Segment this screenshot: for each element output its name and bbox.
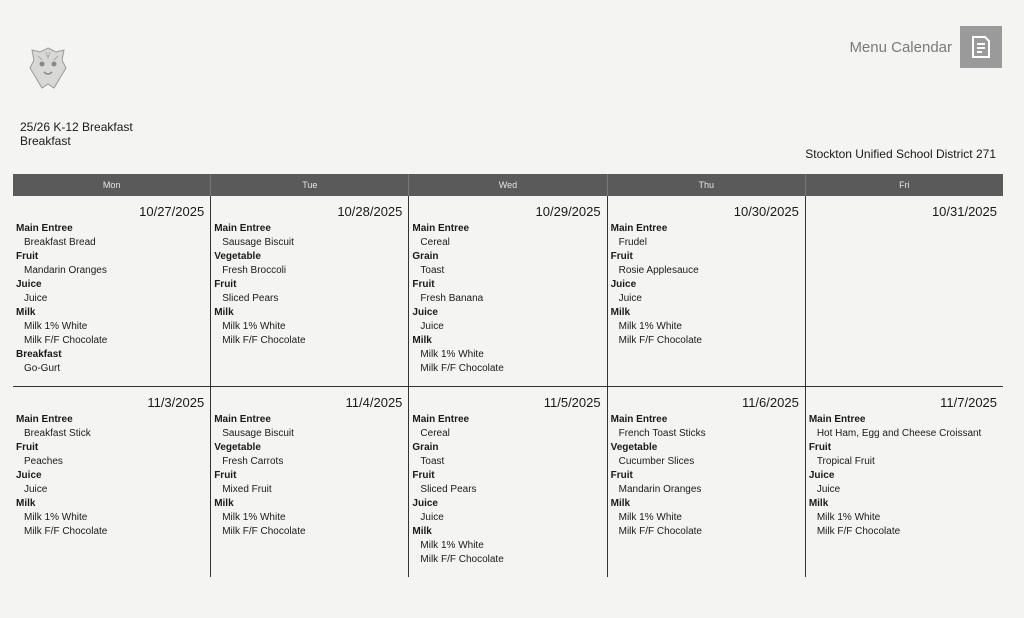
menu-item: Sliced Pears xyxy=(222,293,279,304)
week-row xyxy=(13,387,1003,577)
menu-category: Vegetable xyxy=(214,251,261,262)
menu-item: Milk F/F Chocolate xyxy=(222,335,306,346)
menu-item: Toast xyxy=(420,265,445,276)
menu-category: Main Entree xyxy=(808,414,866,425)
menu-category: Main Entree xyxy=(412,223,470,234)
menu-category: Fruit xyxy=(214,279,237,290)
day-date: 10/30/2025 xyxy=(733,204,799,219)
weekday-header-row xyxy=(13,174,1003,196)
weekday-header: Fri xyxy=(899,180,910,190)
menu-calendar-link[interactable] xyxy=(849,26,1002,68)
document-icon xyxy=(968,34,994,60)
menu-items xyxy=(16,222,207,376)
menu-item: Milk 1% White xyxy=(420,349,484,360)
menu-category: Main Entree xyxy=(16,223,73,234)
menu-category: Fruit xyxy=(214,470,237,481)
menu-category: Vegetable xyxy=(214,442,261,453)
menu-item: Juice xyxy=(420,321,444,332)
menu-item: Milk F/F Chocolate xyxy=(618,526,702,537)
menu-item: Breakfast Bread xyxy=(24,237,96,248)
day-date: 11/4/2025 xyxy=(345,395,403,410)
menu-item: Milk 1% White xyxy=(618,512,682,523)
menu-category: Juice xyxy=(16,470,42,481)
menu-item: Juice xyxy=(24,484,48,495)
day-cell xyxy=(409,387,607,577)
menu-category: Milk xyxy=(412,335,432,346)
menu-items xyxy=(809,413,1000,539)
menu-item: French Toast Sticks xyxy=(618,428,706,439)
day-date: 10/29/2025 xyxy=(535,204,601,219)
breakfast-calendar xyxy=(13,174,1003,577)
menu-item: Mandarin Oranges xyxy=(24,265,107,276)
menu-item: Milk 1% White xyxy=(24,512,88,523)
district-name: Stockton Unified School District 271 xyxy=(805,147,996,161)
menu-item: Go-Gurt xyxy=(24,363,61,374)
menu-category: Main Entree xyxy=(16,414,73,425)
day-date: 11/7/2025 xyxy=(940,395,998,410)
menu-item: Milk F/F Chocolate xyxy=(420,554,504,565)
menu-category: Main Entree xyxy=(412,414,470,425)
menu-item: Cereal xyxy=(420,237,450,248)
menu-item: Juice xyxy=(618,293,642,304)
menu-item: Tropical Fruit xyxy=(816,456,875,467)
menu-category: Milk xyxy=(610,498,631,509)
day-date: 11/3/2025 xyxy=(147,395,205,410)
day-date: 10/31/2025 xyxy=(931,204,998,219)
menu-category: Milk xyxy=(214,307,234,318)
menu-item: Milk F/F Chocolate xyxy=(24,526,108,537)
menu-category: Vegetable xyxy=(610,442,658,453)
menu-category: Fruit xyxy=(610,251,633,262)
day-cell xyxy=(211,387,409,577)
weekday-header: Thu xyxy=(608,174,806,196)
menu-items xyxy=(214,222,405,348)
menu-item: Sausage Biscuit xyxy=(222,428,294,439)
menu-items xyxy=(412,222,603,376)
menu-category: Juice xyxy=(412,307,438,318)
menu-item: Milk F/F Chocolate xyxy=(24,335,108,346)
menu-title-line1: 25/26 K-12 Breakfast xyxy=(20,120,133,134)
menu-item: Cereal xyxy=(420,428,450,439)
menu-item: Sausage Biscuit xyxy=(222,237,294,248)
menu-calendar-label[interactable]: Menu Calendar xyxy=(849,38,952,56)
menu-category: Fruit xyxy=(412,470,435,481)
menu-item: Fresh Banana xyxy=(420,293,484,304)
menu-category: Milk xyxy=(610,307,631,318)
menu-item: Mandarin Oranges xyxy=(618,484,702,495)
menu-items xyxy=(16,413,207,539)
day-date: 11/6/2025 xyxy=(741,395,799,410)
menu-category: Fruit xyxy=(16,251,39,262)
menu-category: Juice xyxy=(412,498,438,509)
day-cell xyxy=(13,196,211,386)
menu-items xyxy=(611,413,802,539)
day-cell xyxy=(13,387,211,577)
menu-item: Mixed Fruit xyxy=(222,484,272,495)
menu-item: Milk 1% White xyxy=(618,321,682,332)
menu-item: Milk 1% White xyxy=(816,512,881,523)
menu-item: Toast xyxy=(420,456,445,467)
menu-category: Fruit xyxy=(412,279,435,290)
menu-category: Fruit xyxy=(808,442,832,453)
menu-category: Milk xyxy=(412,526,432,537)
menu-category: Milk xyxy=(214,498,234,509)
day-cell xyxy=(608,387,806,577)
menu-item: Frudel xyxy=(618,237,647,248)
menu-item: Milk F/F Chocolate xyxy=(816,526,901,537)
menu-title xyxy=(20,120,133,148)
day-date: 10/28/2025 xyxy=(337,204,403,219)
menu-item: Peaches xyxy=(24,456,63,467)
menu-item: Milk 1% White xyxy=(420,540,484,551)
menu-items xyxy=(214,413,405,539)
menu-category: Milk xyxy=(16,307,36,318)
menu-category: Milk xyxy=(16,498,36,509)
menu-category: Grain xyxy=(412,442,439,453)
weekday-header: Mon xyxy=(13,174,211,196)
menu-item: Juice xyxy=(24,293,48,304)
menu-item: Milk F/F Chocolate xyxy=(420,363,504,374)
menu-category: Grain xyxy=(412,251,439,262)
day-cell xyxy=(608,196,806,386)
menu-item: Juice xyxy=(816,484,841,495)
tiger-logo-icon xyxy=(26,44,70,92)
menu-item: Milk F/F Chocolate xyxy=(618,335,702,346)
menu-item: Breakfast Stick xyxy=(24,428,91,439)
menu-item: Juice xyxy=(420,512,444,523)
school-logo xyxy=(26,44,70,92)
menu-item: Sliced Pears xyxy=(420,484,477,495)
menu-category: Main Entree xyxy=(610,223,668,234)
menu-category: Main Entree xyxy=(214,223,271,234)
menu-category: Breakfast xyxy=(16,349,62,360)
menu-category: Milk xyxy=(808,498,829,509)
menu-category: Juice xyxy=(610,279,637,290)
menu-category: Main Entree xyxy=(214,414,271,425)
day-cell xyxy=(806,387,1003,577)
week-row xyxy=(13,196,1003,387)
menu-item: Fresh Broccoli xyxy=(222,265,287,276)
menu-item: Milk 1% White xyxy=(24,321,88,332)
day-cell xyxy=(211,196,409,386)
menu-item: Milk F/F Chocolate xyxy=(222,526,306,537)
menu-category: Fruit xyxy=(610,470,633,481)
day-cell xyxy=(806,196,1003,386)
menu-category: Main Entree xyxy=(610,414,668,425)
menu-item: Fresh Carrots xyxy=(222,456,284,467)
menu-item: Cucumber Slices xyxy=(618,456,695,467)
day-date: 11/5/2025 xyxy=(543,395,601,410)
menu-category: Juice xyxy=(808,470,835,481)
menu-item: Rosie Applesauce xyxy=(618,265,699,276)
menu-category: Juice xyxy=(16,279,42,290)
menu-item: Milk 1% White xyxy=(222,512,286,523)
menu-item: Milk 1% White xyxy=(222,321,286,332)
weekday-header: Wed xyxy=(409,174,607,196)
day-cell xyxy=(409,196,607,386)
menu-item: Hot Ham, Egg and Cheese Croissant xyxy=(816,428,982,439)
menu-title-line2: Breakfast xyxy=(20,134,71,148)
menu-items xyxy=(412,413,603,567)
menu-items xyxy=(611,222,802,348)
menu-calendar-button[interactable] xyxy=(960,26,1002,68)
day-date: 10/27/2025 xyxy=(139,204,205,219)
menu-category: Fruit xyxy=(16,442,39,453)
weekday-header: Tue xyxy=(211,174,409,196)
